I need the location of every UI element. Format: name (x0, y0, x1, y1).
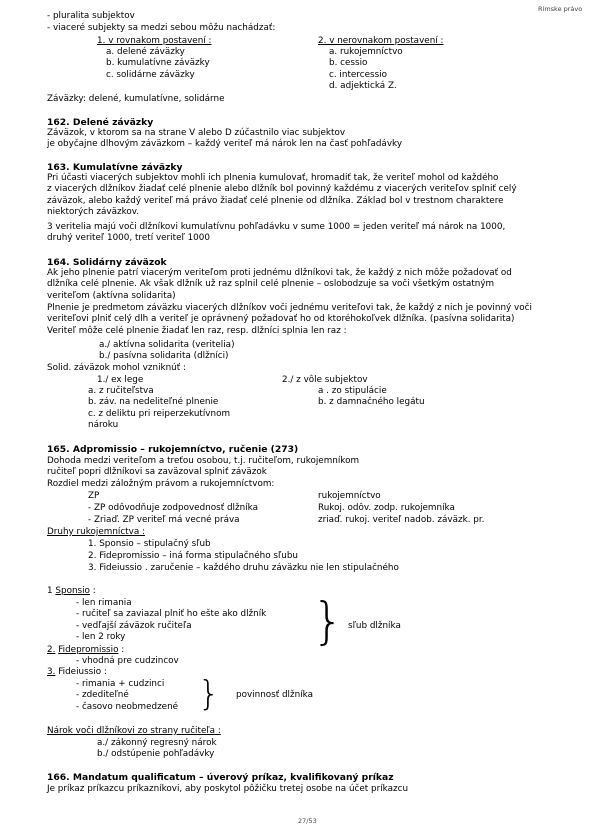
sponsio-heading (47, 586, 96, 598)
list-item: 3. Fideiussio . zaručenie – každého druhu záväzku nie len stipulačného (88, 563, 399, 573)
intro-summary: Záväzky: delené, kumulatívne, solidárne (47, 94, 225, 104)
paragraph-line: z viacerých dlžníkov žiadať celé plnenie alebo dlžník bol povinný každému z viacerých veriteľov splniť celý (47, 184, 517, 194)
sponsio-colon: : (89, 586, 96, 596)
list-item: b. kumulatívne záväzky (106, 58, 210, 68)
list-item: c. z deliktu pri reiperzekutívnom (88, 409, 231, 419)
list-item: c. intercessio (329, 70, 387, 80)
paragraph-line: Veriteľ môže celé plnenie žiadať len raz, resp. dlžníci splnia len raz : (47, 326, 347, 336)
origin-heading: Solid. záväzok mohol vzniknúť : (47, 363, 186, 373)
equal-position-heading: 1. v rovnakom postavení : (97, 36, 212, 46)
paragraph-line: Plnenie je predmetom záväzku viacerých dlžníkov voči jednému veriteľovi tak, že každý z nich je povinný voči (47, 303, 532, 313)
claim-heading: Nárok voči dlžníkovi zo strany ručiteľa : (47, 726, 221, 736)
list-item: - časovo neobmedzené (76, 702, 179, 712)
section-164-title: 164. Solidárny záväzok (47, 257, 167, 268)
list-item: - ručiteľ sa zaviazal plniť ho ešte ako dlžník (76, 609, 267, 619)
compare-right: Rukoj. odôv. zodp. rukojemníka (318, 503, 455, 513)
origin-will: 2./ z vôle subjektov (282, 375, 368, 385)
paragraph-line: ručiteľ popri dlžníkovi sa zaväzoval splniť záväzok (47, 467, 267, 477)
fideiussio-title: Fideiussio : (58, 667, 107, 677)
fideiussio-heading (47, 667, 107, 679)
list-item: 2. Fidepromissio – iná forma stipulačného sľubu (88, 551, 299, 561)
compare-right: zriaď. rukoj. veriteľ nadob. záväzk. pr. (318, 515, 485, 525)
page-number: 27/53 (298, 817, 317, 825)
section-163-title: 163. Kumulatívne záväzky (47, 162, 183, 173)
compare-left: - Zriaď. ZP veriteľ má vecné práva (88, 515, 240, 525)
types-heading: Druhy rukojemníctva : (47, 527, 145, 537)
paragraph-line: Pri účasti viacerých subjektov mohli ich plnenia kumulovať, hromadiť tak, že veriteľ mohol od každého (47, 173, 499, 183)
fideiussio-number: 3. (47, 667, 56, 677)
list-item: - vhodná pre cudzincov (76, 656, 179, 666)
intro-line: - pluralita subjektov (47, 11, 135, 21)
compare-right: rukojemníctvo (318, 491, 381, 501)
paragraph-line: Ak jeho plnenie patrí viacerým veriteľom proti jednému dlžníkovi tak, že každý z nich môže požadovať od (47, 268, 512, 278)
fidepromissio-title: Fidepromissio (58, 645, 119, 655)
intro-line: - viaceré subjekty sa medzi sebou môžu nachádzať: (47, 23, 276, 33)
list-item: a. rukojemníctvo (329, 47, 403, 57)
list-item: b. záv. na nedeliteľné plnenie (88, 397, 219, 407)
list-item: - rimania + cudzinci (76, 679, 165, 689)
paragraph-line: 3 veritelia majú voči dlžníkovi kumulatívnu pohľadávku v sume 1000 = jeden veriteľ má nárok na 1000, (47, 222, 506, 232)
list-item: c. solidárne záväzky (106, 70, 195, 80)
brace-icon: } (312, 592, 344, 650)
list-item: b. z damnačného legátu (318, 397, 425, 407)
list-item: b./ odstúpenie pohľadávky (97, 749, 215, 759)
list-item: d. adjektická Z. (329, 81, 397, 91)
paragraph-line: veriteľovi plniť celý dlh a veriteľ je oprávnený požadovať ho od ktoréhokoľvek dlžníka. (pasívna solidarita) (47, 314, 515, 324)
section-165-title: 165. Adpromissio – rukojemníctvo, ručenie (273) (47, 444, 299, 455)
fidepromissio-number: 2. (47, 645, 56, 655)
list-item: - vedľajší záväzok ručiteľa (76, 621, 192, 631)
list-item: a. delené záväzky (106, 47, 185, 57)
paragraph-line: Rozdiel medzi záložným právom a rukojemníctvom: (47, 479, 275, 489)
unequal-position-heading: 2. v nerovnakom postavení : (318, 36, 444, 46)
paragraph-line: záväzok, alebo každý veriteľ má právo žiadať celé plnenie od dlžníka. Základ bol v trestnom charaktere (47, 196, 504, 206)
paragraph-line: je obyčajne dlhovým záväzkom – každý veriteľ má nárok len na časť pohľadávky (47, 139, 403, 149)
paragraph-line: Je príkaz príkazcu príkazníkovi, aby poskytol pôžičku tretej osobe na účet príkazcu (47, 784, 409, 794)
list-item: a./ zákonný regresný nárok (97, 738, 217, 748)
paragraph-line: niektorých záväzkov. (47, 207, 140, 217)
sponsio-brace-label: sľub dlžníka (348, 621, 401, 631)
list-item: a./ aktívna solidarita (veritelia) (99, 340, 235, 350)
list-item: a . zo stipulácie (318, 386, 387, 396)
header-title: Rímske právo (538, 5, 583, 13)
paragraph-line: Dohoda medzi veriteľom a treťou osobou, t.j. ručiteľom, rukojemníkom (47, 456, 360, 466)
paragraph-line: veriteľom (aktívna solidarita) (47, 291, 176, 301)
list-item: - zdediteľné (76, 690, 129, 700)
fideiussio-brace-label: povinnosť dlžníka (236, 690, 313, 700)
list-item: 1. Sponsio – stipulačný sľub (88, 539, 211, 549)
list-item: a. z ručiteľstva (88, 386, 154, 396)
sponsio-title: Sponsio (55, 586, 90, 596)
list-item: nároku (88, 420, 119, 430)
list-item: b. cessio (329, 58, 368, 68)
paragraph-line: Záväzok, v ktorom sa na strane V alebo D zúčastnilo viac subjektov (47, 128, 346, 138)
section-162-title: 162. Delené záväzky (47, 117, 154, 128)
compare-left: - ZP odôvodňuje zodpovednosť dlžníka (88, 503, 258, 513)
brace-icon: } (198, 674, 220, 714)
origin-ex-lege: 1./ ex lege (97, 375, 144, 385)
fidepromissio-colon: : (118, 645, 125, 655)
paragraph-line: dlžníka celé plnenie. Ak však dlžník už raz splnil celé plnenie – oslobodzuje sa voči všetkým ostatným (47, 279, 495, 289)
list-item: b./ pasívna solidarita (dlžníci) (99, 351, 229, 361)
sponsio-number: 1 (47, 586, 56, 596)
fidepromissio-heading (47, 645, 124, 657)
list-item: - len rimania (76, 598, 132, 608)
compare-left: ZP (88, 491, 100, 501)
paragraph-line: druhý veriteľ 1000, tretí veriteľ 1000 (47, 233, 210, 243)
list-item: - len 2 roky (76, 632, 126, 642)
section-166-title: 166. Mandatum qualificatum – úverový príkaz, kvalifikovaný príkaz (47, 772, 394, 783)
